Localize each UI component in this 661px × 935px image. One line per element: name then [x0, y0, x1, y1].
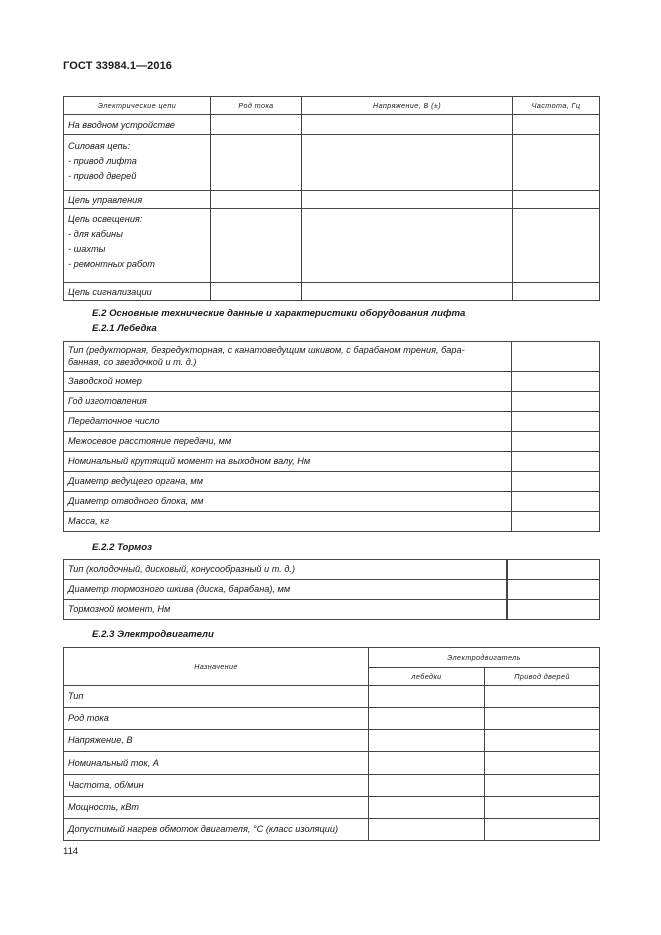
table-header-row — [64, 97, 600, 115]
row-label: Род тока — [64, 708, 369, 730]
table-header-row — [64, 648, 600, 668]
table-row — [64, 708, 600, 730]
row-sub-label: - привод дверей — [68, 171, 137, 181]
section-e2-title: Е.2 Основные технические данные и характеристики оборудования лифта — [92, 308, 466, 319]
row-label: Напряжение, В — [64, 730, 369, 752]
table-row — [64, 452, 600, 472]
column-header-winch: лебедки — [369, 668, 485, 686]
table-row — [64, 512, 600, 532]
page-number: 114 — [63, 846, 79, 857]
column-header: Частота, Гц — [513, 97, 600, 115]
table-row — [64, 283, 600, 301]
row-label: Тормозной момент, Нм — [64, 600, 507, 620]
row-label: Допустимый нагрев обмоток двигателя, °С (класс изоляции) — [64, 819, 369, 841]
document-code: ГОСТ 33984.1—2016 — [63, 60, 173, 72]
row-label: Частота, об/мин — [64, 775, 369, 797]
row-label: Тип (редукторная, безредукторная, с канатоведущим шкивом, с барабаном трения, бара- — [68, 345, 465, 355]
row-label: Диаметр тормозного шкива (диска, барабана), мм — [64, 580, 507, 600]
table-row — [64, 412, 600, 432]
table-row — [64, 135, 600, 191]
table-row — [64, 392, 600, 412]
table-row — [64, 432, 600, 452]
column-header-purpose: Назначение — [64, 648, 369, 686]
row-label: Тип (колодочный, дисковый, конусообразный и т. д.) — [64, 560, 507, 580]
motors-table — [63, 647, 600, 841]
table-row — [64, 775, 600, 797]
row-label: Номинальный крутящий момент на выходном валу, Нм — [64, 452, 512, 472]
row-label: Цепь освещения: — [68, 214, 143, 224]
winch-table — [63, 341, 600, 532]
table-row — [64, 492, 600, 512]
row-label: Цепь управления — [68, 195, 143, 205]
table-row — [64, 472, 600, 492]
row-label: Тип — [64, 686, 369, 708]
table-row — [64, 752, 600, 775]
table-row — [64, 730, 600, 752]
row-label: Мощность, кВт — [64, 797, 369, 819]
row-label: Номинальный ток, А — [64, 752, 369, 775]
table-row — [64, 342, 600, 372]
row-sub-label: - привод лифта — [68, 156, 137, 166]
table-row — [64, 115, 600, 135]
section-e21-title: Е.2.1 Лебедка — [92, 323, 157, 334]
table-row — [64, 560, 600, 580]
row-label: Передаточное число — [64, 412, 512, 432]
electrical-circuits-table — [63, 96, 600, 301]
row-label: Диаметр отводного блока, мм — [64, 492, 512, 512]
row-label: банная, со звездочкой и т. д.) — [68, 356, 197, 367]
column-header: Электрические цепи — [64, 97, 211, 115]
row-sub-label: - ремонтных работ — [68, 259, 155, 269]
table-row — [64, 686, 600, 708]
section-e23-title: Е.2.3 Электродвигатели — [92, 629, 214, 640]
section-e22-title: Е.2.2 Тормоз — [92, 542, 153, 553]
row-label: Цепь сигнализации — [68, 287, 152, 297]
column-header-group: Электродвигатель — [369, 648, 600, 668]
table-row — [64, 600, 600, 620]
row-sub-label: - шахты — [68, 244, 106, 254]
column-header: Напряжение, В (±) — [302, 97, 513, 115]
row-label: Заводской номер — [64, 372, 512, 392]
table-row — [64, 372, 600, 392]
row-sub-label: - для кабины — [68, 229, 123, 239]
table-row — [64, 580, 600, 600]
table-row — [64, 819, 600, 841]
table-row — [64, 191, 600, 209]
row-label: Год изготовления — [64, 392, 512, 412]
table-row — [64, 797, 600, 819]
row-label: Межосевое расстояние передачи, мм — [64, 432, 512, 452]
column-header: Род тока — [211, 97, 302, 115]
row-label: Диаметр ведущего органа, мм — [64, 472, 512, 492]
row-label: На вводном устройстве — [68, 120, 175, 130]
column-header-door-drive: Привод дверей — [485, 668, 600, 686]
row-label: Силовая цепь: — [68, 141, 131, 151]
row-label: Масса, кг — [64, 512, 512, 532]
brake-table — [63, 559, 600, 620]
table-row — [64, 209, 600, 283]
